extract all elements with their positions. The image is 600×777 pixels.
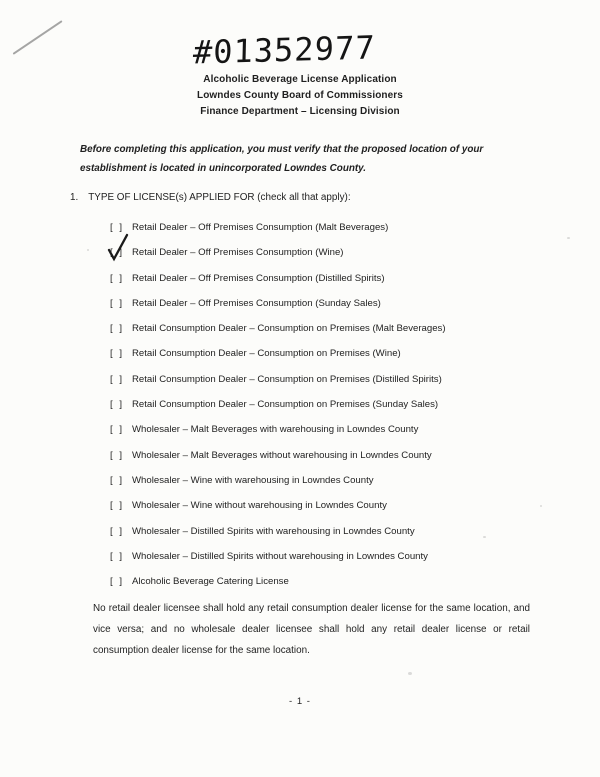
checkbox-row bbox=[110, 475, 446, 500]
checkbox-label: Wholesaler – Distilled Spirits with warehousing in Lowndes County bbox=[132, 525, 415, 537]
checkbox-brackets: [ ] bbox=[110, 247, 124, 259]
checkbox-label: Retail Consumption Dealer – Consumption on Premises (Wine) bbox=[132, 348, 401, 360]
checkbox-row bbox=[110, 424, 446, 449]
checkbox-label: Retail Dealer – Off Premises Consumption (Malt Beverages) bbox=[132, 222, 389, 233]
checkbox-row bbox=[110, 551, 446, 576]
checkbox-brackets: [ ] bbox=[110, 576, 124, 588]
checkbox-label: Retail Consumption Dealer – Consumption on Premises (Distilled Spirits) bbox=[132, 373, 442, 385]
checkbox-brackets: [ ] bbox=[110, 550, 124, 562]
checkbox-row bbox=[110, 323, 446, 348]
checkbox-brackets: [ ] bbox=[110, 348, 124, 360]
checkbox-row bbox=[110, 450, 446, 475]
checkbox-label: Wholesaler – Wine without warehousing in Lowndes County bbox=[132, 500, 387, 512]
checkbox-row bbox=[110, 273, 446, 298]
license-type-checklist bbox=[110, 222, 446, 601]
checkbox-brackets: [ ] bbox=[110, 449, 124, 461]
section-1-heading bbox=[70, 192, 351, 203]
checkbox-label: Alcoholic Beverage Catering License bbox=[132, 576, 289, 588]
handwritten-checkmark-icon bbox=[106, 232, 130, 266]
intro-notice: Before completing this application, you must verify that the proposed location of your establishment is located in unincorporated Lowndes County. bbox=[80, 144, 484, 174]
checkbox-row bbox=[110, 247, 446, 272]
checkbox-row bbox=[110, 374, 446, 399]
checkbox-brackets: [ ] bbox=[110, 500, 124, 512]
checkbox-label: Retail Consumption Dealer – Consumption on Premises (Sunday Sales) bbox=[132, 399, 439, 411]
checkbox-label: Wholesaler – Malt Beverages without warehousing in Lowndes County bbox=[132, 449, 432, 461]
document-title: Alcoholic Beverage License Application bbox=[203, 74, 397, 85]
scan-speck bbox=[567, 237, 570, 239]
checkbox-label: Retail Consumption Dealer – Consumption on Premises (Malt Beverages) bbox=[132, 323, 446, 335]
scan-pen-stroke bbox=[13, 20, 63, 54]
checkbox-brackets: [ ] bbox=[110, 323, 124, 335]
checkbox-row bbox=[110, 500, 446, 525]
document-header bbox=[0, 72, 600, 120]
checkbox-row bbox=[110, 348, 446, 373]
handwritten-application-number: #01352977 bbox=[192, 28, 376, 72]
checkbox-brackets: [ ] bbox=[110, 424, 124, 436]
checkbox-row bbox=[110, 399, 446, 424]
checkbox-brackets: [ ] bbox=[110, 297, 124, 309]
checkbox-row bbox=[110, 526, 446, 551]
checkbox-brackets: [ ] bbox=[110, 272, 124, 284]
scan-speck bbox=[483, 536, 486, 538]
checkbox-brackets: [ ] bbox=[110, 474, 124, 486]
checkbox-row bbox=[110, 222, 446, 247]
checkbox-brackets: [ ] bbox=[110, 525, 124, 537]
page-number: - 1 - bbox=[289, 696, 311, 707]
document-org: Lowndes County Board of Commissioners bbox=[197, 90, 403, 101]
checkbox-row bbox=[110, 298, 446, 323]
checkbox-label: Retail Dealer – Off Premises Consumption (Distilled Spirits) bbox=[132, 272, 385, 284]
scan-speck bbox=[408, 672, 412, 675]
checkbox-label: Retail Dealer – Off Premises Consumption (Wine) bbox=[132, 247, 344, 259]
restriction-note: No retail dealer licensee shall hold any retail consumption dealer license for the same location, and vice versa; and no wholesale dealer licensee shall hold any retail dealer license or retail consumption dealer license for the same location. bbox=[93, 603, 530, 656]
checkbox-brackets: [ ] bbox=[110, 373, 124, 385]
checkbox-label: Wholesaler – Wine with warehousing in Lowndes County bbox=[132, 474, 374, 486]
section-number: 1. bbox=[70, 192, 79, 203]
checkbox-brackets: [ ] bbox=[110, 222, 124, 233]
checkbox-label: Retail Dealer – Off Premises Consumption (Sunday Sales) bbox=[132, 297, 381, 309]
checkbox-brackets: [ ] bbox=[110, 399, 124, 411]
checkbox-label: Wholesaler – Distilled Spirits without warehousing in Lowndes County bbox=[132, 550, 428, 562]
document-department: Finance Department – Licensing Division bbox=[200, 106, 400, 117]
checkbox-label: Wholesaler – Malt Beverages with warehousing in Lowndes County bbox=[132, 424, 419, 436]
scan-speck bbox=[540, 505, 542, 507]
section-title: TYPE OF LICENSE(s) APPLIED FOR (check all that apply): bbox=[88, 192, 351, 203]
scan-speck bbox=[87, 249, 89, 251]
